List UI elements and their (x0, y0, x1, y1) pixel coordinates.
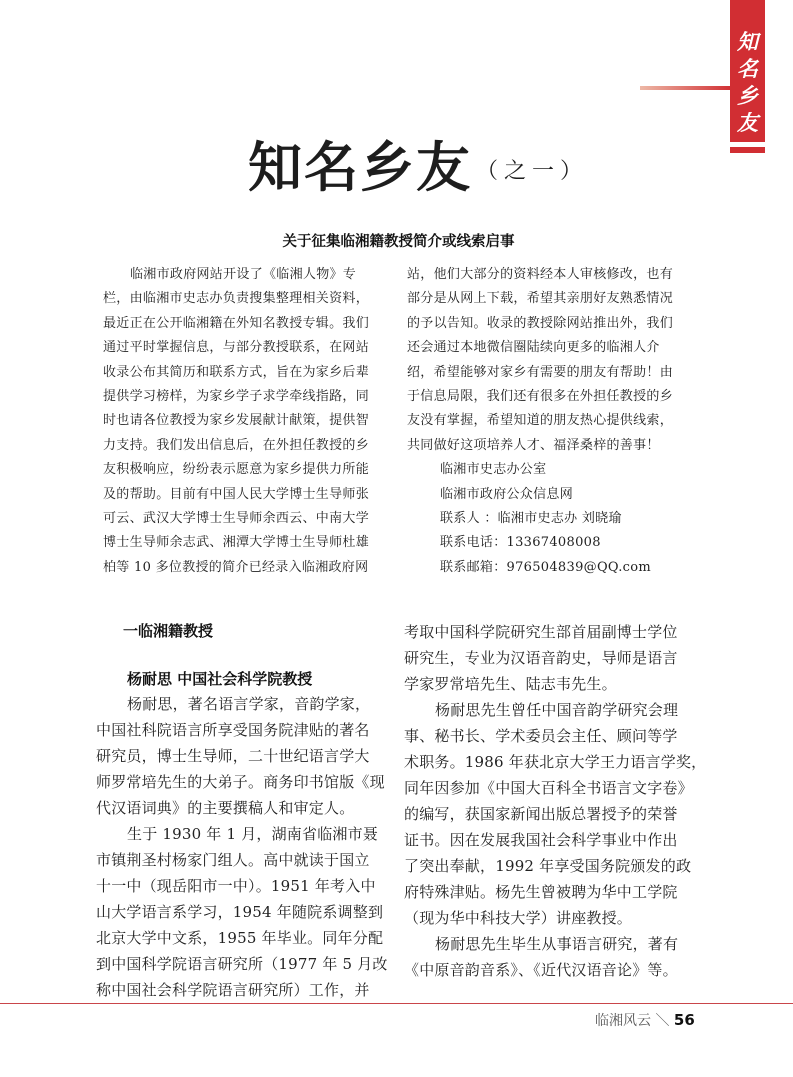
contact-line: 临湘市政府公众信息网 (440, 486, 574, 502)
text-line: 到中国科学院语言研究所（1977 年 5 月改 (96, 955, 388, 973)
contact-line: 联系电话：13367408008 (440, 535, 601, 551)
text-line: 友没有掌握，希望知道的朋友热心提供线索， (407, 413, 674, 429)
text-line: 栏，由临湘市史志办负责搜集整理相关资料， (103, 291, 370, 307)
contact-line: 临湘市史志办公室 (440, 462, 547, 478)
text-line: （现为华中科技大学）讲座教授。 (404, 909, 633, 927)
text-line: 北京大学中文系，1955 年毕业。同年分配 (96, 929, 384, 947)
text-line: 的编写，获国家新闻出版总署授予的荣誉 (404, 805, 678, 823)
text-line: 考取中国科学院研究生部首届副博士学位 (404, 623, 678, 641)
text-line: 《中原音韵音系》、《近代汉语音论》等。 (404, 961, 678, 979)
text-line: 通过平时掌握信息，与部分教授联系，在网站 (103, 340, 370, 356)
text-line: 代汉语词典》的主要撰稿人和审定人。 (96, 799, 355, 817)
text-line: 绍，希望能够对家乡有需要的朋友有帮助！由 (407, 364, 674, 380)
text-line: 最近正在公开临湘籍在外知名教授专辑。我们 (103, 315, 370, 331)
section-tab-underbar (730, 147, 765, 153)
title-main: 知名乡友 (248, 135, 472, 199)
footer-separator: ＼ (655, 1013, 670, 1029)
text-line: 提供学习榜样，为家乡学子求学牵线指路，同 (103, 388, 370, 404)
page-number: 56 (673, 1011, 695, 1029)
text-line: 友积极响应，纷纷表示愿意为家乡提供力所能 (103, 462, 370, 478)
text-line: 柏等 10 多位教授的简介已经录入临湘政府网 (103, 559, 369, 575)
person-heading: 杨耐思 中国社会科学院教授 (127, 670, 313, 688)
text-line: 力支持。我们发出信息后，在外担任教授的乡 (103, 437, 370, 453)
text-line: 师罗常培先生的大弟子。商务印书馆版《现 (96, 773, 385, 791)
text-line: 时也请各位教授为家乡发展献计献策，提供智 (103, 413, 370, 429)
text-line: 于信息局限，我们还有很多在外担任教授的乡 (407, 388, 674, 404)
decorative-red-line (640, 86, 732, 90)
contact-line: 联系邮箱：976504839@QQ.com (440, 559, 651, 575)
text-line: 市镇荆圣村杨家门组人。高中就读于国立 (96, 851, 370, 869)
text-line: 十一中（现岳阳市一中）。1951 年考入中 (96, 877, 376, 895)
text-line: 中国社科院语言所享受国务院津贴的著名 (96, 721, 370, 739)
footer-divider (0, 1003, 793, 1004)
title-sub: （之一） (476, 159, 589, 184)
publication-name: 临湘风云 (595, 1013, 651, 1029)
bio-left-column (96, 691, 396, 1003)
text-line: 术职务。1986 年获北京大学王力语言学奖， (404, 753, 707, 771)
section-tab-char: 名 (737, 56, 758, 81)
text-line: 站，他们大部分的资料经本人审核修改，也有 (407, 267, 674, 282)
text-line: 学家罗常培先生、陆志韦先生。 (404, 675, 617, 693)
text-line: 生于 1930 年 1 月，湖南省临湘市聂 (127, 825, 378, 843)
text-line: 及的帮助。目前有中国人民大学博士生导师张 (103, 486, 370, 502)
text-line: 部分是从网上下载，希望其亲朋好友熟悉情况 (407, 291, 674, 307)
text-line: 称中国社会科学院语言研究所）工作，并 (96, 981, 370, 999)
bio-right-column (404, 619, 707, 983)
section-tab-char: 乡 (737, 83, 758, 108)
contact-line: 联系人 ：临湘市史志办 刘晓瑜 (440, 510, 622, 526)
page-title (248, 132, 588, 207)
text-line: 杨耐思先生毕生从事语言研究，著有 (435, 935, 679, 953)
text-line: 山大学语言系学习，1954 年随院系调整到 (96, 903, 384, 921)
text-line: 事、秘书长、学术委员会主任、顾问等学 (404, 727, 678, 745)
text-line: 临湘市政府网站开设了《临湘人物》专 (130, 267, 357, 282)
text-line: 了突出奉献，1992 年享受国务院颁发的政 (404, 857, 692, 875)
text-line: 博士生导师余志武、湘潭大学博士生导师杜雄 (103, 535, 370, 551)
text-line: 可云、武汉大学博士生导师余西云、中南大学 (103, 510, 370, 526)
text-line: 还会通过本地微信圈陆续向更多的临湘人介 (407, 340, 660, 356)
text-line: 收录公布其简历和联系方式，旨在为家乡后辈 (103, 364, 370, 380)
text-line: 证书。因在发展我国社会科学事业中作出 (404, 831, 678, 849)
section-tab (730, 0, 765, 142)
section-heading: 一临湘籍教授 (123, 622, 214, 640)
notice-left-column (103, 263, 403, 580)
section-tab-label (730, 28, 765, 136)
text-line: 杨耐思，著名语言学家，音韵学家， (127, 695, 371, 713)
page-footer (595, 1010, 695, 1030)
notice-heading: 关于征集临湘籍教授简介或线索启事 (282, 234, 515, 250)
notice-right-column (407, 263, 707, 580)
text-line: 同年因参加《中国大百科全书语言文字卷》 (404, 779, 693, 797)
text-line: 研究生，专业为汉语音韵史，导师是语言 (404, 649, 678, 667)
text-line: 的予以告知。收录的教授除网站推出外，我们 (407, 315, 674, 331)
text-line: 研究员，博士生导师，二十世纪语言学大 (96, 747, 370, 765)
section-tab-char: 知 (737, 29, 758, 54)
text-line: 府特殊津贴。杨先生曾被聘为华中工学院 (404, 883, 678, 901)
section-tab-char: 友 (737, 110, 758, 135)
text-line: 共同做好这项培养人才、福泽桑梓的善事！ (407, 437, 660, 453)
text-line: 杨耐思先生曾任中国音韵学研究会理 (435, 701, 679, 719)
